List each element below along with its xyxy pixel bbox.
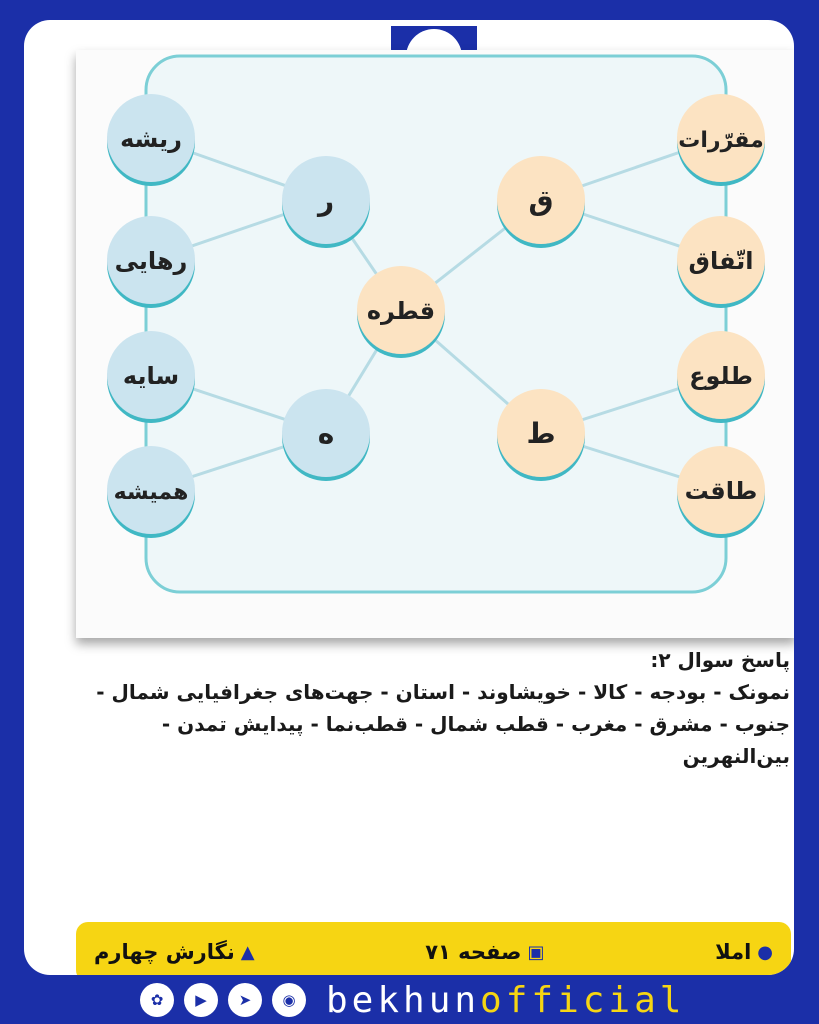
leaf-moqarrarat [677,94,765,182]
footer-page [425,940,544,964]
word-diagram [76,50,794,638]
leaf-rahaei-label: رهایی [114,247,188,275]
hub-q [497,156,585,244]
footer-subject [715,940,773,964]
footer-bar [76,922,791,975]
leaf-hamisheh [107,446,195,534]
hub-r-label: ر [317,184,335,217]
social-bar [140,978,685,1022]
hub-r [282,156,370,244]
footer-book [94,940,255,964]
book-icon: ▣ [527,941,545,963]
brand-name[interactable] [326,980,685,1021]
leaf-tolu [677,331,765,419]
leaf-sayeh [107,331,195,419]
brand-left: bekhun [326,979,481,1021]
footer-page-label: صفحه ۷۱ [425,940,522,964]
hub-h [282,389,370,477]
student-icon: ● [757,941,773,963]
center-node [357,266,445,354]
instagram-icon[interactable]: ◉ [272,983,306,1017]
footer-book-label: نگارش چهارم [94,940,235,964]
leaf-moqarrarat-label: مقرّرات [678,128,764,153]
leaf-taqat [677,446,765,534]
leaf-rahaei [107,216,195,304]
hub-t [497,389,585,477]
answer-title: پاسخ سوال ۲: [650,648,790,672]
graduation-cap-icon: ▲ [240,941,255,963]
leaf-hamisheh-label: همیشه [113,480,189,505]
hub-q-label: ق [528,184,554,217]
answer-body: نمونک - بودجه - کالا - خویشاوند - استان - جهت‌های جغرافیایی شمال - جنوب - مشرق - مغرب - قطب شمال - قطب‌نما - پیدایش تمدن - بین‌النهرین [96,680,790,768]
content-card [24,20,794,975]
leaf-risheh [107,94,195,182]
telegram-icon[interactable]: ➤ [228,983,262,1017]
diagram-svg [76,50,794,638]
hub-h-label: ه [317,417,335,450]
film-reel-icon[interactable]: ✿ [140,983,174,1017]
leaf-risheh-label: ریشه [120,125,182,153]
youtube-icon[interactable]: ▶ [184,983,218,1017]
leaf-tolu-label: طلوع [689,362,753,390]
footer-subject-label: املا [715,940,752,964]
leaf-taqat-label: طاقت [684,477,758,505]
answer-section [80,648,790,772]
center-label: قطره [366,297,436,325]
leaf-ettefaq [677,216,765,304]
leaf-sayeh-label: سایه [122,362,180,390]
leaf-ettefaq-label: اتّفاق [688,247,754,275]
hub-t-label: ط [526,417,556,450]
brand-right: official [480,979,686,1021]
